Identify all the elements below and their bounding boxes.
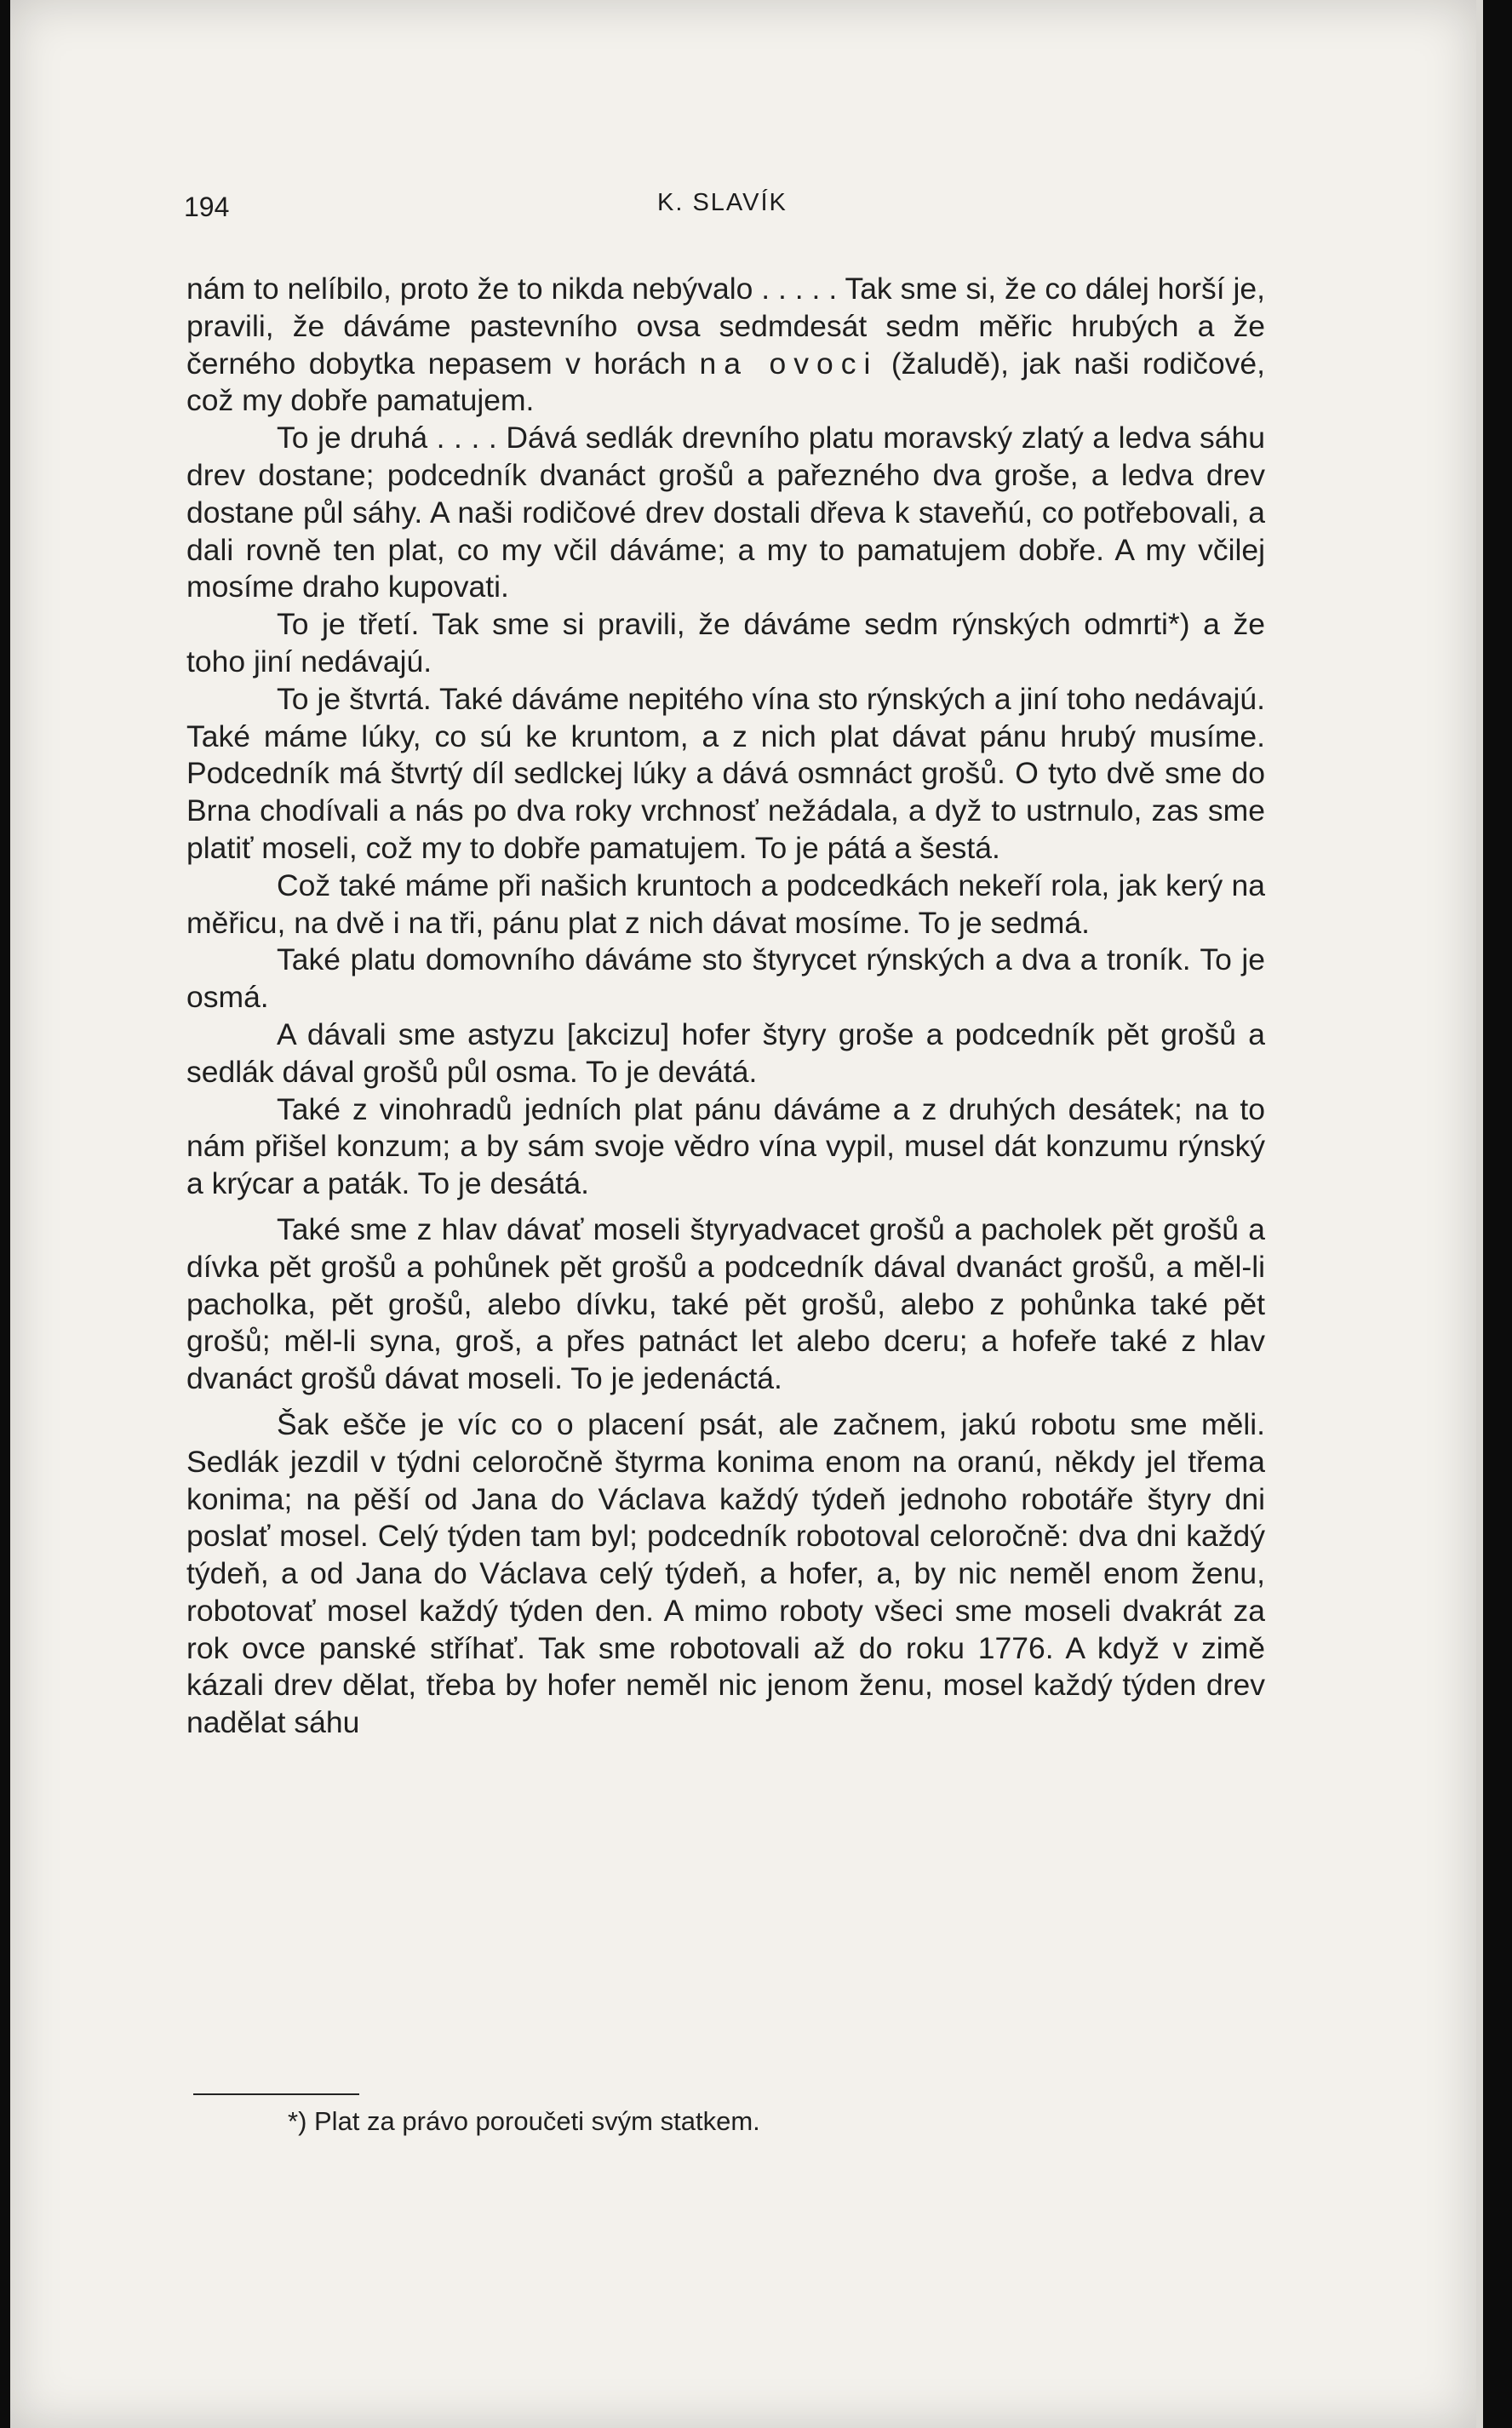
paragraph-4: To je štvrtá. Také dáváme nepitého vína sto rýnských a jiní toho nedávajú. Také máme lúky, co sú ke kruntom, a z nich plat dávat pánu hrubý musíme. Podcedník má štvrtý díl sedlckej lúky a dává osmnáct grošů. O tyto dvě sme do Brna chodívali a nás po dva roky vrchnosť nežádala, a dyž to ustrnulo, zas sme platiť moseli, což my to dobře pamatujem. To je pátá a šestá.: [186, 681, 1265, 865]
paragraph-1: [186, 271, 1265, 420]
paragraph-10: Šak ešče je víc co o placení psát, ale začnem, jakú robotu sme měli. Sedlák jezdil v týdni celoročně štyrma konima enom na oranú, někdy jel třema konima; na pěší od Jana do Václava každý týdeň jednoho robotáře štyry dni poslať mosel. Celý týden tam byl; podcedník robotoval celoročně: dva dni každý týdeň, a od Jana do Václava celý týdeň, a hofer, a, by nic neměl enom ženu, robotovať mosel každý týden den. A mimo roboty všeci sme moseli dvakrát za rok ovce panské stříhať. Tak sme robotovali až do roku 1776. A když v zimě kázali drev dělat, třeba by hofer neměl nic jenom ženu, mosel každý týden drev nadělat sáhu: [186, 1406, 1265, 1740]
paragraph-6: Také platu domovního dáváme sto štyrycet rýnských a dva a troník. To je osmá.: [186, 942, 1265, 1015]
running-head: K. SLAVÍK: [657, 189, 788, 216]
page-number: 194: [184, 192, 230, 222]
paragraph-8: Také z vinohradů jedních plat pánu dáváme a z druhých desátek; na to nám přišel konzum; a by sám svoje vědro vína vypil, musel dát konzumu rýnský a krýcar a paták. To je desátá.: [186, 1091, 1265, 1201]
paragraph-2: To je druhá . . . . Dává sedlák drevního platu moravský zlatý a ledva sáhu drev dostane; podcedník dvanáct grošů a pařezného dva groše, a ledva drev dostane půl sáhy. A naši rodičové drev dostali dřeva k staveňú, co potřebovali, a dali rovně ten plat, co my včil dáváme; a my to pamatujem dobře. A my včilej mosíme draho kupovati.: [186, 421, 1265, 604]
footnote-rule: [193, 2093, 359, 2095]
spaced-text: na ovoci: [699, 346, 879, 381]
paragraph-5: Což také máme při našich kruntoch a podcedkách nekeří rola, jak kerý na měřicu, na dvě i na tři, pánu plat z nich dávat mosíme. To je sedmá.: [186, 868, 1265, 940]
page-header: [184, 179, 1265, 230]
page-edge: [1476, 0, 1483, 2428]
body-text: [186, 271, 1265, 1742]
paragraph-9: Také sme z hlav dávať moseli štyryadvacet grošů a pacholek pět grošů a dívka pět grošů a pohůnek pět grošů a podcedník dával dvanáct grošů, a měl-li pacholka, pět grošů, alebo dívku, také pět grošů, alebo z pohůnka také pět grošů; měl-li syna, groš, a přes patnáct let alebo dceru; a hofeře také z hlav dvanáct grošů dávat moseli. To je jedenáctá.: [186, 1211, 1265, 1396]
paragraph-3: To je třetí. Tak sme si pravili, že dáváme sedm rýnských odmrti*) a že toho jiní nedávajú.: [186, 607, 1265, 679]
footnote: *) Plat za právo poroučeti svým statkem.: [288, 2106, 760, 2136]
paragraph-7: A dávali sme astyzu [akcizu] hofer štyry groše a podcedník pět grošů a sedlák dával grošů půl osma. To je devátá.: [186, 1016, 1265, 1089]
paragraph-text: (žaludě), jak naši rodičové, což my dobře pamatujem.: [186, 346, 1266, 418]
paragraph-text: nám to nelíbilo, proto že to nikda nebývalo . . . . . Tak sme si, že co dálej horší je, pravili, že dáváme pastevního ovsa sedmdesát sedm měřic hrubých a že černého dobytka nepasem v horách: [186, 272, 1265, 381]
